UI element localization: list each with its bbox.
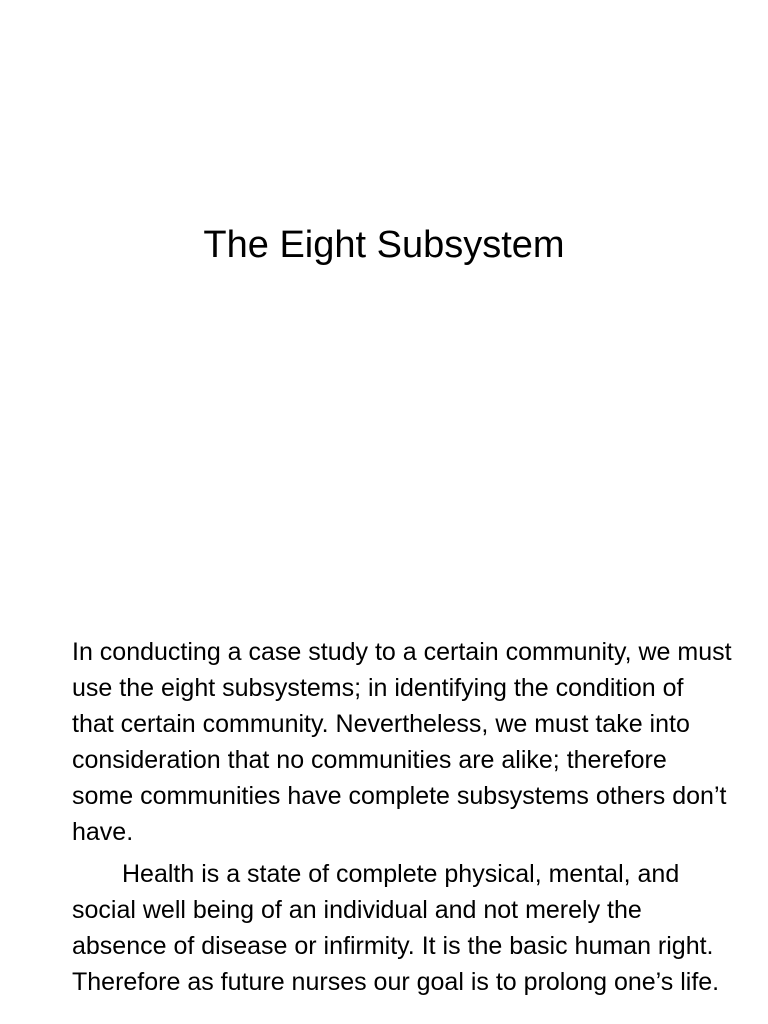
paragraph-health: Health is a state of complete physical, mental, and social well being of an individual and not merely the absence of disease or infirmity. It is the basic human right. Therefore as future nurses our goal is to prolong one’s life. [72,860,720,996]
page-title: The Eight Subsystem [203,224,565,266]
body-text [72,634,732,1000]
paragraph-intro: In conducting a case study to a certain community, we must use the eight subsystems; in identifying the condition of that certain community. Nevertheless, we must take into consideration that no communities are alike; therefore some communities have complete subsystems others don’t have. [72,638,732,846]
